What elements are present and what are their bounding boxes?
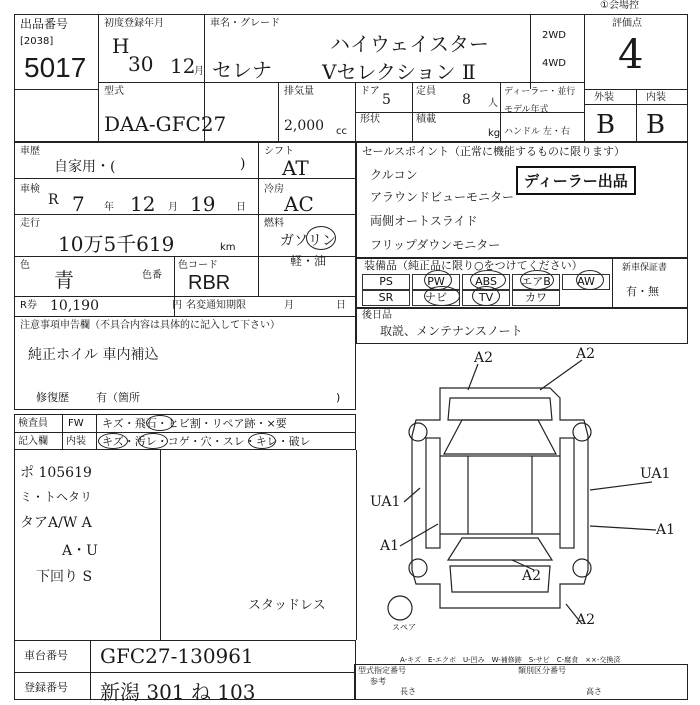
new-car-warranty-label: 新車保証書	[622, 263, 668, 273]
type-label: 型式	[104, 86, 124, 97]
interior-label: 内装	[646, 92, 666, 103]
rear-value: 取説、メンテナンスノート	[380, 324, 523, 338]
capacity-unit: 人	[488, 98, 498, 109]
equip-airbag: エアB	[512, 274, 560, 290]
load-unit: kg	[488, 128, 501, 139]
listing-no-label: 出品番号	[20, 17, 69, 31]
equip-abs: ABS	[462, 274, 510, 290]
drive-4wd: 4WD	[542, 58, 566, 69]
dealer-parallel-label: ディーラー・並行	[504, 87, 576, 97]
damage-mark-right-front: UA1	[640, 466, 671, 482]
damage-mark-left-rear: A1	[380, 538, 400, 554]
spare-label: スペア	[392, 623, 416, 632]
memo-line-6: スタッドレス	[248, 598, 326, 613]
int-items: キズ・汚レ・コゲ・穴・スレ・キレ・破レ	[102, 435, 311, 448]
memo-line-5: 下回り S	[36, 569, 93, 585]
notes-label: 注意事項申告欄（不具合内容は具体的に記入して下さい）	[20, 320, 280, 331]
grade-line-2: Vセレクション Ⅱ	[322, 60, 476, 84]
exterior-label: 外装	[594, 92, 614, 103]
repair-label: 修復歴	[36, 391, 69, 404]
displacement-unit: cc	[336, 126, 347, 137]
listing-no: 5017	[24, 52, 87, 83]
fw-items: キズ・飛石・ヒビ割・リペア跡・×要	[102, 417, 287, 430]
history-value: 自家用・(	[54, 159, 116, 175]
damage-mark-rear-bumper: A2	[576, 612, 596, 628]
notes-value: 純正ホイル 車内補込	[28, 347, 159, 363]
memo-line-1: ポ 105619	[20, 465, 92, 481]
mileage-unit: km	[220, 242, 236, 253]
name-change-label: 名変通知期限	[186, 300, 246, 311]
rear-label: 後日品	[362, 310, 392, 321]
shift-label: シフト	[264, 146, 294, 157]
damage-mark-front-right: A2	[576, 346, 596, 362]
mileage-label: 走行	[20, 218, 40, 229]
ac-label: 冷房	[264, 184, 284, 195]
reg-label: 登録番号	[24, 681, 68, 694]
new-car-warranty-value: 有・無	[626, 285, 659, 298]
first-reg-month: 12	[170, 54, 196, 78]
name-change-month: 月	[284, 300, 294, 311]
sales-title: セールスポイント（正常に機能するものに限ります）	[362, 145, 626, 158]
handle-label: ハンドル 左・右	[504, 127, 570, 137]
equip-sr: SR	[362, 290, 410, 306]
color-code-value: RBR	[188, 272, 231, 294]
first-reg-month-unit: 月	[194, 66, 204, 77]
memo-line-2: ミ・トヘタリ	[20, 490, 93, 504]
interior-grade: B	[646, 110, 666, 140]
memo-line-4: A・U	[62, 543, 98, 559]
entry-label: 記入欄	[18, 436, 48, 447]
grade-line-1: ハイウェイスター	[330, 32, 489, 56]
color-value: 青	[54, 268, 74, 292]
inspection-month-unit: 月	[168, 202, 178, 213]
fuel-label: 燃料	[264, 218, 284, 229]
first-reg-label: 初度登録年月	[104, 18, 164, 29]
equip-ps: PS	[362, 274, 410, 290]
inspection-day-unit: 日	[236, 202, 246, 213]
type-value: DAA-GFC27	[104, 112, 227, 136]
capacity-label: 定員	[416, 86, 436, 97]
repair-close: )	[336, 391, 341, 404]
mileage-value: 10万5千619	[58, 232, 175, 256]
reg-value: 新潟 301 ね 103	[100, 680, 256, 704]
repair-value: 有（箇所	[96, 391, 140, 404]
score-value: 4	[618, 32, 644, 78]
door-value: 5	[382, 92, 391, 108]
dealer-badge: ディーラー出品	[516, 166, 636, 195]
sales-item-2: アラウンドビューモニター	[370, 190, 515, 204]
car-name: セレナ	[212, 58, 272, 82]
int-label: 内装	[66, 436, 86, 447]
drive-2wd: 2WD	[542, 30, 566, 41]
damage-mark-rear: A2	[522, 568, 542, 584]
damage-mark-right-rear: A1	[656, 522, 676, 538]
history-close: )	[240, 156, 246, 172]
damage-legend: A-キズ E-エクボ U-凹み W-補修跡 S-サビ C-腐食 ××-交換済	[400, 656, 621, 664]
class-label: 類別区分番号	[518, 666, 566, 675]
exterior-grade: B	[596, 110, 616, 140]
displacement-value: 2,000	[284, 118, 325, 134]
color-no-label: 色番	[142, 270, 162, 281]
top-right-note: ①会場控	[600, 0, 639, 11]
recycle-value: 10,190	[50, 298, 99, 314]
equipment-title: 装備品（純正品に限り○をつけてください）	[364, 259, 583, 272]
first-reg-era: H	[112, 34, 130, 58]
load-label: 積載	[416, 114, 436, 125]
equip-pw: PW	[412, 274, 460, 290]
fuel-alt: 軽・油	[290, 254, 327, 268]
inspection-month: 12	[130, 192, 156, 216]
door-label: ドア	[360, 86, 380, 97]
damage-mark-front-left: A2	[474, 350, 494, 366]
ref-label: 参考	[370, 677, 386, 686]
model-year-label: モデル年式	[504, 105, 549, 115]
inspection-day: 19	[190, 192, 216, 216]
color-code-label: 色コード	[178, 260, 218, 271]
name-change-day: 日	[336, 300, 346, 311]
chassis-label: 車台番号	[24, 649, 68, 662]
damage-mark-left-front: UA1	[370, 494, 401, 510]
ac-value: AC	[284, 192, 314, 216]
chassis-value: GFC27-130961	[100, 644, 254, 668]
fw-label: FW	[68, 418, 84, 429]
history-label: 車歴	[20, 146, 40, 157]
sales-item-1: クルコン	[370, 168, 418, 182]
listing-ref: [2038]	[20, 36, 54, 47]
recycle-unit: 円	[172, 300, 182, 311]
equip-aw: AW	[562, 274, 610, 290]
inspection-year: 7	[72, 192, 85, 216]
score-label: 評価点	[612, 18, 642, 29]
inspection-year-unit: 年	[104, 202, 114, 213]
displacement-label: 排気量	[284, 86, 314, 97]
equip-navi: ナビ	[412, 290, 460, 306]
color-label: 色	[20, 260, 30, 271]
sales-item-3: 両側オートスライド	[370, 214, 478, 228]
inspector-label: 検査員	[18, 418, 48, 429]
recycle-label: R券	[20, 300, 37, 311]
inspection-era: R	[48, 192, 59, 208]
fuel-value: ガソリン	[280, 233, 336, 249]
inspection-label: 車検	[20, 184, 40, 195]
model-label: 車名・グレード	[210, 18, 280, 29]
shape-label: 形状	[360, 114, 380, 125]
equip-tv: TV	[462, 290, 510, 306]
shift-value: AT	[282, 156, 309, 180]
capacity-value: 8	[462, 92, 471, 108]
sales-item-4: フリップダウンモニター	[370, 238, 501, 252]
type-designation-label: 型式指定番号	[358, 666, 406, 675]
memo-line-3: タアA/W A	[20, 515, 92, 531]
length-label: 長さ	[400, 687, 416, 696]
height-label: 高さ	[586, 687, 602, 696]
equip-leather: カワ	[512, 290, 560, 306]
first-reg-year: 30	[128, 52, 154, 76]
